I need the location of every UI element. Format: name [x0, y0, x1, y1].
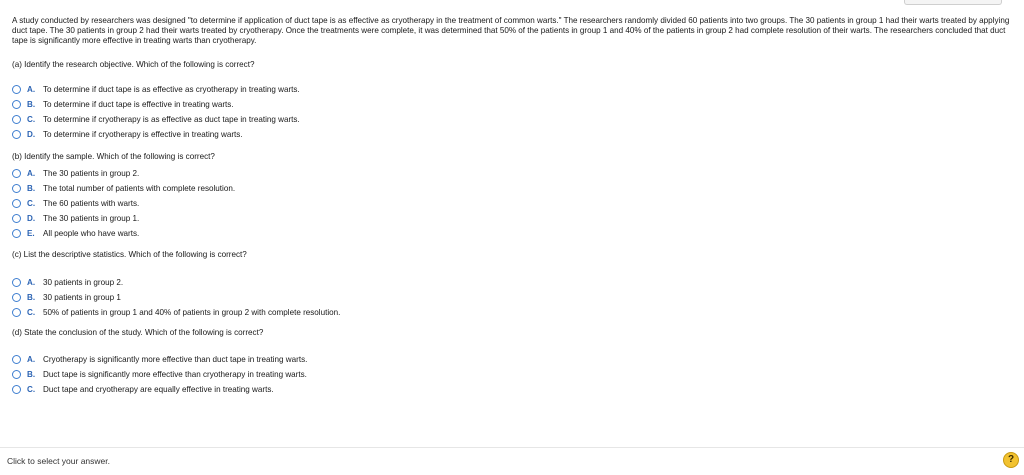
option-letter: B.: [27, 369, 36, 379]
question-c-option-a[interactable]: [12, 276, 123, 288]
question-b-option-a[interactable]: [12, 167, 139, 179]
option-letter: A.: [27, 84, 36, 94]
option-text: To determine if duct tape is effective in treating warts.: [43, 99, 234, 109]
option-text: All people who have warts.: [43, 228, 140, 238]
help-icon[interactable]: ?: [1003, 452, 1019, 468]
option-letter: A.: [27, 354, 36, 364]
option-letter: C.: [27, 114, 36, 124]
option-text: 30 patients in group 2.: [43, 277, 124, 287]
question-d-option-a[interactable]: [12, 353, 307, 365]
option-text: 30 patients in group 1: [43, 292, 121, 302]
option-letter: D.: [27, 213, 36, 223]
option-letter: C.: [27, 384, 36, 394]
option-text: The 30 patients in group 2.: [43, 168, 140, 178]
option-letter: C.: [27, 307, 36, 317]
question-a-option-c[interactable]: [12, 113, 300, 125]
question-a-prompt: (a) Identify the research objective. Which of the following is correct?: [12, 60, 255, 69]
instruction-text: Click to select your answer.: [7, 456, 110, 466]
top-tab[interactable]: [904, 0, 1002, 5]
radio-icon[interactable]: [12, 229, 21, 238]
option-letter: D.: [27, 129, 36, 139]
option-letter: A.: [27, 168, 36, 178]
question-b-option-e[interactable]: [12, 227, 139, 239]
option-text: The 60 patients with warts.: [43, 198, 140, 208]
option-letter: A.: [27, 277, 36, 287]
option-text: To determine if duct tape is as effective as cryotherapy in treating warts.: [43, 84, 300, 94]
question-a-option-d[interactable]: [12, 128, 243, 140]
top-bar: [0, 0, 1024, 16]
question-a-option-a[interactable]: [12, 83, 300, 95]
question-b-option-d[interactable]: [12, 212, 139, 224]
question-c-prompt: (c) List the descriptive statistics. Which of the following is correct?: [12, 250, 247, 259]
radio-icon[interactable]: [12, 115, 21, 124]
radio-icon[interactable]: [12, 214, 21, 223]
question-c-option-b[interactable]: [12, 291, 121, 303]
radio-icon[interactable]: [12, 169, 21, 178]
option-letter: C.: [27, 198, 36, 208]
option-letter: B.: [27, 99, 36, 109]
option-letter: E.: [27, 228, 35, 238]
radio-icon[interactable]: [12, 130, 21, 139]
option-text: 50% of patients in group 1 and 40% of patients in group 2 with complete resolution.: [43, 307, 341, 317]
radio-icon[interactable]: [12, 385, 21, 394]
question-c-option-c[interactable]: [12, 306, 340, 318]
radio-icon[interactable]: [12, 199, 21, 208]
question-b-prompt: (b) Identify the sample. Which of the following is correct?: [12, 152, 215, 161]
question-d-prompt: (d) State the conclusion of the study. Which of the following is correct?: [12, 328, 264, 337]
question-b-option-c[interactable]: [12, 197, 139, 209]
footer-bar: [0, 447, 1024, 475]
radio-icon[interactable]: [12, 278, 21, 287]
radio-icon[interactable]: [12, 293, 21, 302]
radio-icon[interactable]: [12, 355, 21, 364]
radio-icon[interactable]: [12, 308, 21, 317]
option-text: To determine if cryotherapy is as effective as duct tape in treating warts.: [43, 114, 300, 124]
option-text: The total number of patients with complete resolution.: [43, 183, 236, 193]
question-b-option-b[interactable]: [12, 182, 235, 194]
question-d-option-b[interactable]: [12, 368, 307, 380]
problem-statement: A study conducted by researchers was designed "to determine if application of duct tape is as effective as cryotherapy in the treatment of common warts." The researchers randomly divided 60 patients into two groups. The 30 patients in group 1 had their warts treated by applying duct tape. The 30 patients in group 2 had their warts treated by cryotherapy. Once the treatments were complete, it was determined that 50% of the patients in group 1 and 40% of the patients in group 2 had complete resolution of their warts. The researchers concluded that duct tape is significantly more effective in treating warts than cryotherapy.: [12, 16, 1010, 45]
option-text: To determine if cryotherapy is effective in treating warts.: [43, 129, 243, 139]
radio-icon[interactable]: [12, 85, 21, 94]
radio-icon[interactable]: [12, 184, 21, 193]
question-d-option-c[interactable]: [12, 383, 274, 395]
option-letter: B.: [27, 292, 36, 302]
option-text: Duct tape is significantly more effective than cryotherapy in treating warts.: [43, 369, 307, 379]
option-text: Duct tape and cryotherapy are equally effective in treating warts.: [43, 384, 274, 394]
option-text: The 30 patients in group 1.: [43, 213, 140, 223]
option-text: Cryotherapy is significantly more effective than duct tape in treating warts.: [43, 354, 308, 364]
radio-icon[interactable]: [12, 370, 21, 379]
question-a-option-b[interactable]: [12, 98, 234, 110]
radio-icon[interactable]: [12, 100, 21, 109]
option-letter: B.: [27, 183, 36, 193]
